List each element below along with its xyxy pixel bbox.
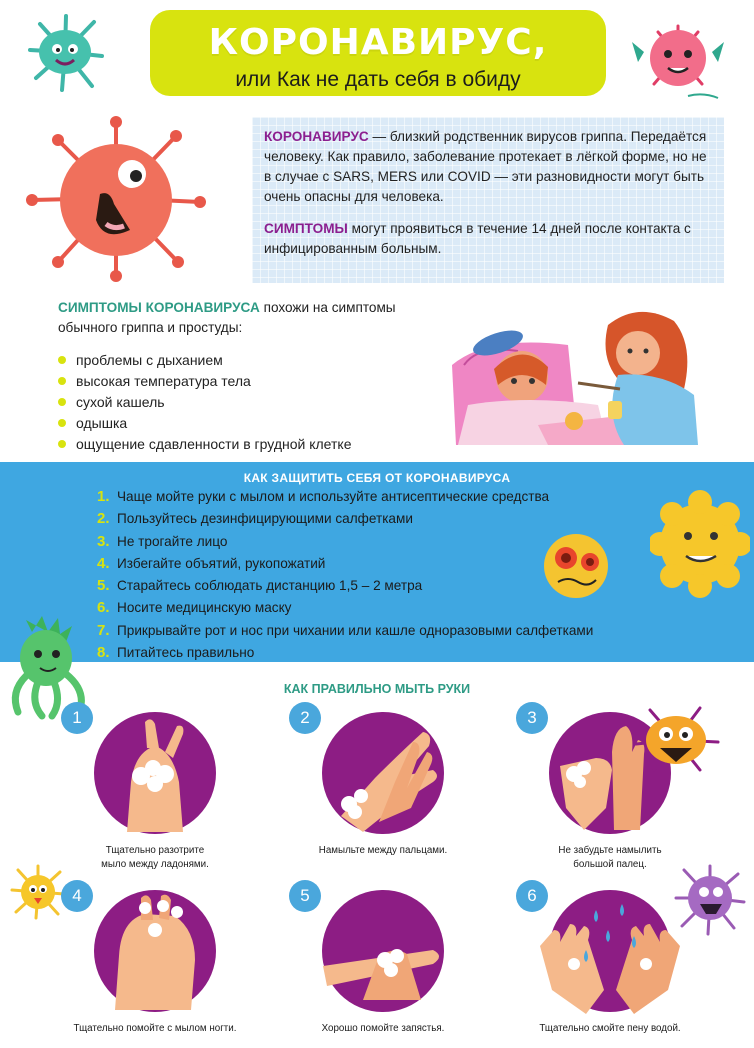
step-number: 1 bbox=[61, 702, 93, 734]
tip-number: 3. bbox=[97, 532, 110, 550]
step-number: 4 bbox=[61, 880, 93, 912]
list-item bbox=[97, 510, 593, 532]
tip-text: Питайтесь правильно bbox=[117, 645, 255, 661]
symptoms-term: СИМПТОМЫ КОРОНАВИРУСА bbox=[58, 300, 260, 315]
symptom-list bbox=[58, 350, 438, 454]
step-caption: Хорошо помойте запястья. bbox=[321, 1023, 445, 1034]
info-text-1: — близкий родственник вирусов гриппа. Передаётся человеку. Как правило, заболевание протекает в лёгкой форме, но не в случае с SARS, MERS или COVID — эти разновидности могут быть очень опасны для человека. bbox=[264, 129, 707, 204]
pink-virus-icon bbox=[628, 18, 728, 102]
list-item bbox=[97, 622, 593, 644]
list-item bbox=[97, 577, 593, 599]
protect-title: КАК ЗАЩИТИТЬ СЕБЯ ОТ КОРОНАВИРУСА bbox=[243, 471, 511, 485]
step-number: 6 bbox=[516, 880, 548, 912]
list-item bbox=[97, 644, 593, 666]
protect-tips-list bbox=[97, 488, 593, 666]
info-term-symptoms: СИМПТОМЫ bbox=[264, 221, 348, 236]
step-caption: Тщательно смойте пену водой. bbox=[539, 1023, 681, 1034]
tip-number: 7. bbox=[97, 621, 110, 639]
symptoms-intro bbox=[58, 298, 438, 338]
step-caption: Не забудьте намылить большой палец. bbox=[558, 845, 662, 870]
tip-text: Чаще мойте руки с мылом и используйте антисептические средства bbox=[117, 489, 550, 504]
tip-number: 4. bbox=[97, 554, 110, 572]
symptoms-intro-text: похожи на симптомы обычного гриппа и простуды: bbox=[58, 300, 396, 335]
green-virus-icon bbox=[22, 12, 108, 96]
tip-text: Старайтесь соблюдать дистанцию 1,5 – 2 метра bbox=[117, 578, 423, 594]
list-item bbox=[97, 555, 593, 577]
step-number: 2 bbox=[289, 702, 321, 734]
tip-text: Избегайте объятий, рукопожатий bbox=[117, 555, 326, 571]
step-caption: Тщательно разотрите мыло между ладонями. bbox=[101, 845, 209, 870]
list-item: одышка bbox=[58, 413, 438, 433]
list-item bbox=[97, 488, 593, 510]
tip-number: 5. bbox=[97, 577, 110, 595]
tip-number: 8. bbox=[97, 644, 110, 662]
handwash-title: КАК ПРАВИЛЬНО МЫТЬ РУКИ bbox=[283, 682, 471, 696]
info-paragraph-1 bbox=[264, 127, 712, 207]
tip-text: Прикрывайте рот и нос при чихании или кашле одноразовыми салфетками bbox=[117, 622, 594, 638]
step-caption: Намыльте между пальцами. bbox=[318, 845, 448, 856]
tip-number: 2. bbox=[97, 510, 110, 528]
info-paragraph-2 bbox=[264, 219, 712, 259]
fluffy-yellow-virus-icon bbox=[650, 490, 750, 598]
yellow-germ-icon bbox=[536, 528, 616, 604]
red-virus-icon bbox=[18, 112, 214, 282]
list-item: проблемы с дыханием bbox=[58, 350, 438, 370]
list-item: сухой кашель bbox=[58, 392, 438, 412]
tip-text: Не трогайте лицо bbox=[117, 533, 228, 549]
tip-number: 1. bbox=[97, 488, 110, 505]
list-item: ощущение сдавленности в грудной клетке bbox=[58, 434, 438, 454]
orange-germ-icon bbox=[630, 704, 722, 774]
list-item bbox=[97, 533, 593, 555]
tip-text: Носите медицинскую маску bbox=[117, 600, 292, 616]
title-banner bbox=[150, 10, 606, 96]
tip-number: 6. bbox=[97, 599, 110, 617]
page-subtitle: или Как не дать себя в обиду bbox=[235, 68, 521, 91]
list-item: высокая температура тела bbox=[58, 371, 438, 391]
protect-band bbox=[0, 462, 754, 662]
list-item bbox=[97, 599, 593, 621]
symptoms-section bbox=[58, 298, 438, 455]
info-box bbox=[252, 117, 724, 283]
tip-text: Пользуйтесь дезинфицирующими салфетками bbox=[117, 511, 413, 527]
info-text-2: могут проявиться в течение 14 дней после контакта с инфицированным больным. bbox=[264, 221, 691, 256]
step-number: 5 bbox=[289, 880, 321, 912]
info-term-coronavirus: КОРОНАВИРУС bbox=[264, 129, 369, 144]
step-number: 3 bbox=[516, 702, 548, 734]
page-title: КОРОНАВИРУС, bbox=[208, 22, 548, 63]
step-caption: Тщательно помойте с мылом ногти. bbox=[73, 1023, 237, 1034]
sick-child-illustration bbox=[448, 305, 698, 445]
